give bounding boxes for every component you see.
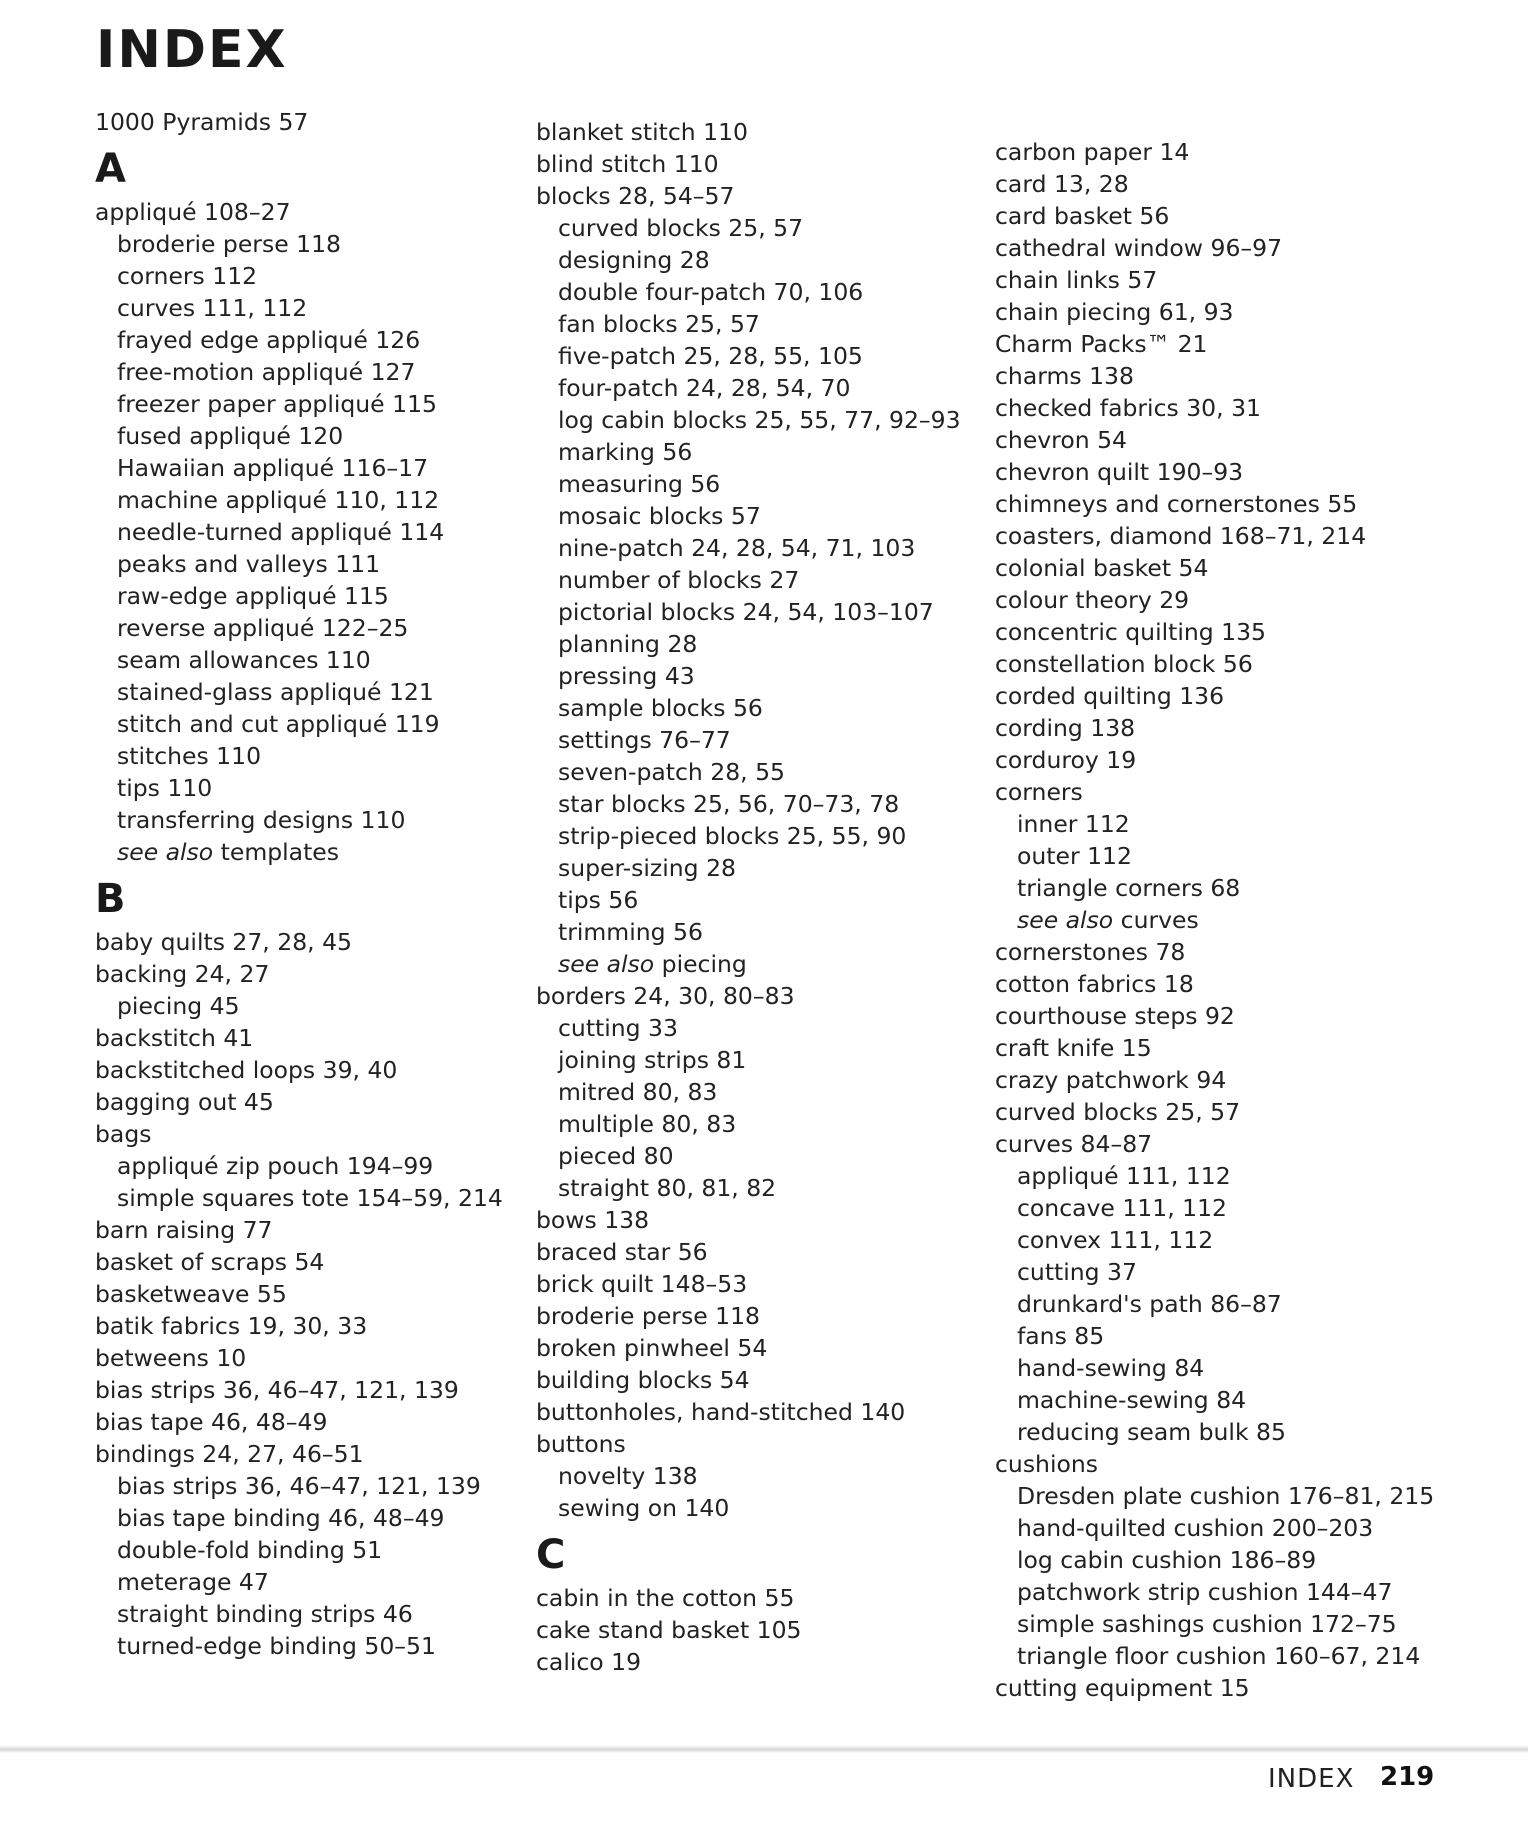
index-subentry: novelty 138 [558, 1462, 698, 1490]
index-entry: carbon paper 14 [995, 138, 1190, 166]
index-subentry: stitch and cut appliqué 119 [117, 710, 440, 738]
index-subentry: pressing 43 [558, 662, 695, 690]
index-entry: bows 138 [536, 1206, 650, 1234]
index-entry: chain piecing 61, 93 [995, 298, 1234, 326]
index-subentry: sample blocks 56 [558, 694, 763, 722]
index-subentry: five-patch 25, 28, 55, 105 [558, 342, 863, 370]
index-subentry: four-patch 24, 28, 54, 70 [558, 374, 851, 402]
index-entry: chimneys and cornerstones 55 [995, 490, 1358, 518]
index-subentry: corners 112 [117, 262, 258, 290]
index-subentry: Dresden plate cushion 176–81, 215 [1017, 1482, 1435, 1510]
index-subentry: strip-pieced blocks 25, 55, 90 [558, 822, 907, 850]
index-subentry: mitred 80, 83 [558, 1078, 718, 1106]
index-entry: Charm Packs™ 21 [995, 330, 1208, 358]
see-also-target: curves [1113, 906, 1199, 934]
index-subentry: drunkard's path 86–87 [1017, 1290, 1282, 1318]
index-subentry: hand-sewing 84 [1017, 1354, 1205, 1382]
index-entry: charms 138 [995, 362, 1134, 390]
page-title: INDEX [96, 20, 288, 80]
index-column-2 [536, 116, 976, 1678]
index-entry: cording 138 [995, 714, 1136, 742]
index-entry: constellation block 56 [995, 650, 1253, 678]
index-entry: cushions [995, 1450, 1098, 1478]
index-entry: batik fabrics 19, 30, 33 [95, 1312, 368, 1340]
index-subentry: reducing seam bulk 85 [1017, 1418, 1286, 1446]
index-subentry: fan blocks 25, 57 [558, 310, 760, 338]
index-entry: chevron quilt 190–93 [995, 458, 1244, 486]
index-subentry: stained-glass appliqué 121 [117, 678, 434, 706]
section-letter: B [95, 876, 126, 922]
index-entry: colonial basket 54 [995, 554, 1209, 582]
index-entry: borders 24, 30, 80–83 [536, 982, 795, 1010]
index-subentry: curves 111, 112 [117, 294, 308, 322]
see-also-label: see also [558, 950, 655, 978]
index-entry: corduroy 19 [995, 746, 1137, 774]
index-entry: crazy patchwork 94 [995, 1066, 1227, 1094]
index-entry: bias strips 36, 46–47, 121, 139 [95, 1376, 459, 1404]
index-subentry: super-sizing 28 [558, 854, 736, 882]
index-entry: bindings 24, 27, 46–51 [95, 1440, 364, 1468]
index-entry: backstitched loops 39, 40 [95, 1056, 398, 1084]
index-subentry: machine appliqué 110, 112 [117, 486, 440, 514]
index-subentry: appliqué 111, 112 [1017, 1162, 1231, 1190]
index-subentry: bias strips 36, 46–47, 121, 139 [117, 1472, 481, 1500]
index-entry: betweens 10 [95, 1344, 247, 1372]
index-subentry: designing 28 [558, 246, 710, 274]
index-subentry: stitches 110 [117, 742, 262, 770]
index-subentry: fans 85 [1017, 1322, 1105, 1350]
index-subentry: joining strips 81 [558, 1046, 747, 1074]
index-entry: card basket 56 [995, 202, 1170, 230]
index-entry: building blocks 54 [536, 1366, 750, 1394]
index-entry: backing 24, 27 [95, 960, 270, 988]
index-entry: curved blocks 25, 57 [995, 1098, 1241, 1126]
index-subentry: transferring designs 110 [117, 806, 406, 834]
index-entry: colour theory 29 [995, 586, 1190, 614]
index-entry: broderie perse 118 [536, 1302, 760, 1330]
index-see-also [995, 904, 1435, 936]
index-entry: corded quilting 136 [995, 682, 1225, 710]
index-column-1 [95, 106, 535, 1662]
index-subentry: patchwork strip cushion 144–47 [1017, 1578, 1393, 1606]
index-subentry: reverse appliqué 122–25 [117, 614, 409, 642]
index-entry: 1000 Pyramids 57 [95, 108, 309, 136]
index-subentry: appliqué zip pouch 194–99 [117, 1152, 434, 1180]
index-entry: calico 19 [536, 1648, 642, 1676]
section-letter: C [536, 1532, 566, 1578]
index-subentry: peaks and valleys 111 [117, 550, 381, 578]
index-subentry: settings 76–77 [558, 726, 731, 754]
index-subentry: cutting 37 [1017, 1258, 1137, 1286]
footer-rule [0, 1745, 1528, 1753]
index-entry: craft knife 15 [995, 1034, 1152, 1062]
index-subentry: free-motion appliqué 127 [117, 358, 416, 386]
index-subentry: piecing 45 [117, 992, 240, 1020]
index-subentry: sewing on 140 [558, 1494, 730, 1522]
index-subentry: marking 56 [558, 438, 693, 466]
index-entry: baby quilts 27, 28, 45 [95, 928, 352, 956]
index-subentry: triangle corners 68 [1017, 874, 1241, 902]
index-subentry: straight binding strips 46 [117, 1600, 413, 1628]
index-subentry: number of blocks 27 [558, 566, 800, 594]
index-entry: backstitch 41 [95, 1024, 254, 1052]
index-entry: blanket stitch 110 [536, 118, 748, 146]
index-subentry: Hawaiian appliqué 116–17 [117, 454, 429, 482]
index-subentry: needle-turned appliqué 114 [117, 518, 445, 546]
index-subentry: broderie perse 118 [117, 230, 341, 258]
index-subentry: trimming 56 [558, 918, 703, 946]
section-letter: A [95, 146, 126, 192]
index-entry: curves 84–87 [995, 1130, 1153, 1158]
index-subentry: double-fold binding 51 [117, 1536, 383, 1564]
index-subentry: planning 28 [558, 630, 698, 658]
index-subentry: log cabin cushion 186–89 [1017, 1546, 1317, 1574]
index-subentry: freezer paper appliqué 115 [117, 390, 437, 418]
index-entry: barn raising 77 [95, 1216, 273, 1244]
index-subentry: measuring 56 [558, 470, 721, 498]
index-subentry: frayed edge appliqué 126 [117, 326, 421, 354]
index-entry: blind stitch 110 [536, 150, 719, 178]
index-subentry: mosaic blocks 57 [558, 502, 761, 530]
index-subentry: raw-edge appliqué 115 [117, 582, 389, 610]
index-subentry: nine-patch 24, 28, 54, 71, 103 [558, 534, 916, 562]
index-entry: appliqué 108–27 [95, 198, 291, 226]
index-subentry: meterage 47 [117, 1568, 269, 1596]
index-subentry: convex 111, 112 [1017, 1226, 1214, 1254]
index-entry: buttonholes, hand-stitched 140 [536, 1398, 906, 1426]
index-entry: basketweave 55 [95, 1280, 287, 1308]
index-subentry: seven-patch 28, 55 [558, 758, 786, 786]
see-also-label: see also [1017, 906, 1114, 934]
index-entry: basket of scraps 54 [95, 1248, 325, 1276]
index-entry: concentric quilting 135 [995, 618, 1267, 646]
index-subentry: triangle floor cushion 160–67, 214 [1017, 1642, 1421, 1670]
index-subentry: bias tape binding 46, 48–49 [117, 1504, 445, 1532]
index-subentry: turned-edge binding 50–51 [117, 1632, 436, 1660]
index-entry: courthouse steps 92 [995, 1002, 1235, 1030]
index-entry: buttons [536, 1430, 626, 1458]
index-entry: blocks 28, 54–57 [536, 182, 735, 210]
index-subentry: machine-sewing 84 [1017, 1386, 1247, 1414]
index-subentry: tips 56 [558, 886, 639, 914]
index-subentry: concave 111, 112 [1017, 1194, 1227, 1222]
index-entry: cornerstones 78 [995, 938, 1186, 966]
index-column-3 [995, 136, 1435, 1704]
index-subentry: simple sashings cushion 172–75 [1017, 1610, 1397, 1638]
index-subentry: pieced 80 [558, 1142, 674, 1170]
index-entry: coasters, diamond 168–71, 214 [995, 522, 1367, 550]
index-entry: cabin in the cotton 55 [536, 1584, 795, 1612]
index-entry: broken pinwheel 54 [536, 1334, 768, 1362]
page-number: 219 [1380, 1762, 1435, 1792]
index-entry: card 13, 28 [995, 170, 1129, 198]
index-subentry: multiple 80, 83 [558, 1110, 737, 1138]
index-subentry: seam allowances 110 [117, 646, 371, 674]
index-subentry: outer 112 [1017, 842, 1132, 870]
index-entry: bagging out 45 [95, 1088, 274, 1116]
index-subentry: simple squares tote 154–59, 214 [117, 1184, 503, 1212]
index-entry: checked fabrics 30, 31 [995, 394, 1261, 422]
index-subentry: star blocks 25, 56, 70–73, 78 [558, 790, 900, 818]
index-entry: cathedral window 96–97 [995, 234, 1283, 262]
index-subentry: tips 110 [117, 774, 213, 802]
index-subentry: cutting 33 [558, 1014, 678, 1042]
index-entry: chain links 57 [995, 266, 1158, 294]
index-see-also [95, 836, 535, 868]
see-also-label: see also [117, 838, 214, 866]
see-also-target: templates [213, 838, 339, 866]
index-entry: cutting equipment 15 [995, 1674, 1250, 1702]
index-see-also [536, 948, 976, 980]
footer-label: INDEX [1268, 1764, 1355, 1794]
index-entry: cotton fabrics 18 [995, 970, 1194, 998]
see-also-target: piecing [654, 950, 747, 978]
index-entry: corners [995, 778, 1083, 806]
index-subentry: hand-quilted cushion 200–203 [1017, 1514, 1374, 1542]
index-entry: chevron 54 [995, 426, 1127, 454]
index-subentry: double four-patch 70, 106 [558, 278, 864, 306]
index-subentry: fused appliqué 120 [117, 422, 344, 450]
index-subentry: inner 112 [1017, 810, 1130, 838]
index-entry: bags [95, 1120, 152, 1148]
index-entry: cake stand basket 105 [536, 1616, 802, 1644]
index-subentry: curved blocks 25, 57 [558, 214, 804, 242]
index-subentry: log cabin blocks 25, 55, 77, 92–93 [558, 406, 961, 434]
index-entry: bias tape 46, 48–49 [95, 1408, 328, 1436]
index-entry: braced star 56 [536, 1238, 708, 1266]
index-entry: brick quilt 148–53 [536, 1270, 748, 1298]
index-subentry: straight 80, 81, 82 [558, 1174, 777, 1202]
index-subentry: pictorial blocks 24, 54, 103–107 [558, 598, 934, 626]
